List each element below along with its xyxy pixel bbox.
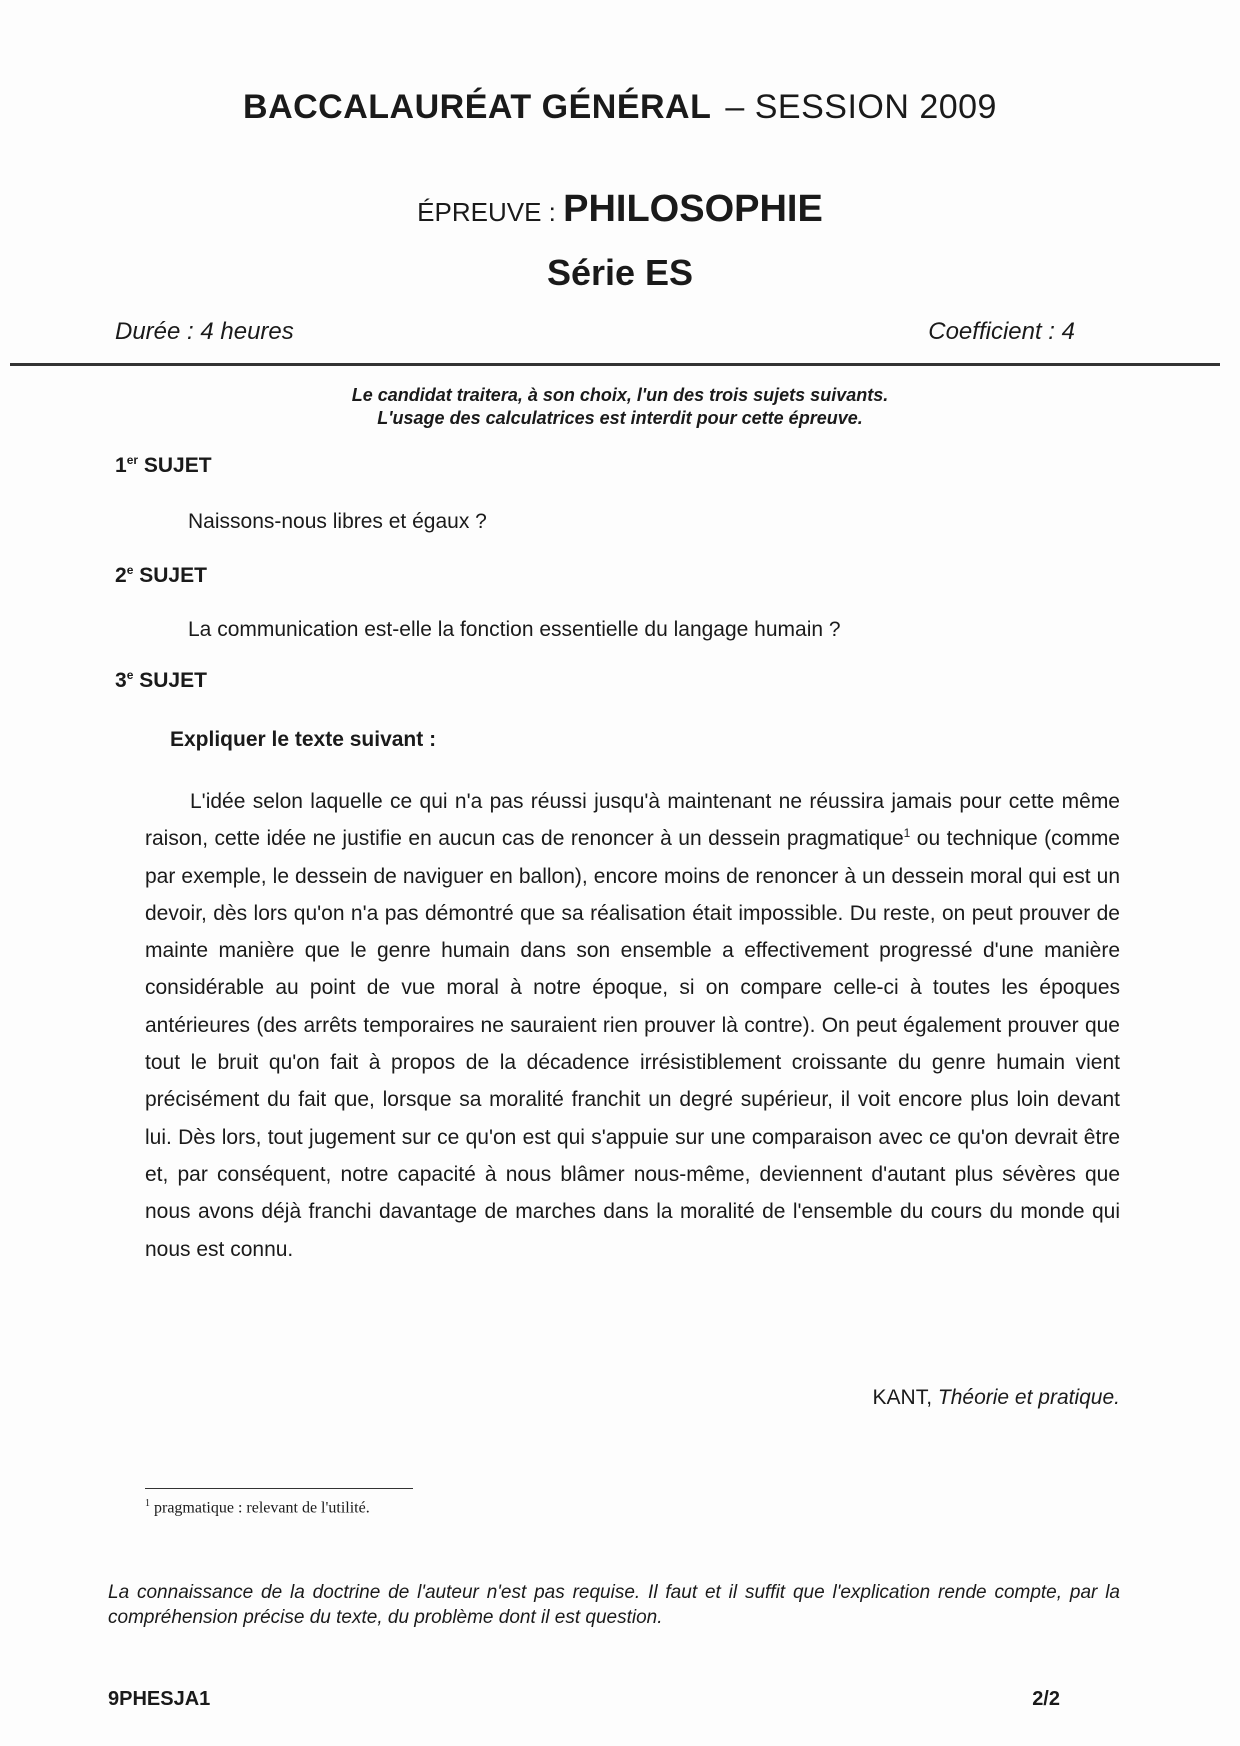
subject-name: PHILOSOPHIE	[563, 188, 823, 230]
passage-footnote-mark: 1	[903, 826, 911, 841]
exam-title-text: BACCALAURÉAT GÉNÉRAL	[243, 88, 712, 126]
citation	[873, 1386, 1120, 1410]
exam-note: La connaissance de la doctrine de l'auteur n'est pas requise. Il faut et il suffit que l'explication rende compte, par la compréhension précise du texte, du problème dont il est question.	[108, 1582, 1120, 1628]
citation-work: Théorie et pratique.	[937, 1386, 1120, 1409]
instruction-line-2: L'usage des calculatrices est interdit pour cette épreuve.	[377, 408, 863, 428]
sujet-2-question: La communication est-elle la fonction essentielle du langage humain ?	[188, 618, 841, 641]
sujet-3-label	[115, 668, 207, 693]
instructions	[0, 384, 1240, 430]
sujet-3-ordinal: e	[126, 668, 134, 682]
sujet-1-label	[115, 453, 212, 478]
sujet-2-number: 2	[115, 564, 127, 587]
footnote-mark: 1	[145, 1498, 150, 1509]
sujet-2-label	[115, 563, 207, 588]
sujet-1-ordinal: er	[126, 453, 139, 467]
epreuve-label: ÉPREUVE :	[417, 197, 556, 227]
coefficient-label: Coefficient : 4	[928, 318, 1075, 345]
sujet-2-word: SUJET	[139, 564, 207, 587]
exam-code: 9PHESJA1	[108, 1688, 211, 1710]
passage-part-2: ou technique (comme par exemple, le dessein de naviguer en ballon), encore moins de renoncer à un dessein moral qui est un devoir, dès lors qu'on n'a pas démontré que sa réalisation était impossible. Du reste, on peut prouver de mainte manière que le genre humain dans son ensemble a effectivement progressé d'une manière considérable au point de vue moral à notre époque, si on compare celle-ci à toutes les époques antérieures (des arrêts temporaires ne sauraient rien prouver là contre). On peut également prouver que tout le bruit qu'on fait à propos de la décadence irrésistiblement croissante du genre humain vient précisément du fait que, lorsque sa moralité franchit un degré supérieur, il voit encore plus loin devant lui. Dès lors, tout jugement sur ce qu'on est qui s'appuie sur une comparaison avec ce qu'on devrait être et, par conséquent, notre capacité à nous blâmer nous-même, deviennent d'autant plus sévères que nous avons déjà franchi davantage de marches dans la moralité de l'ensemble du cours du monde qui nous est connu.	[145, 827, 1120, 1261]
footnote-divider	[145, 1488, 413, 1489]
sujet-1-word: SUJET	[143, 454, 212, 477]
citation-author: KANT,	[872, 1386, 933, 1409]
sujet-2-ordinal: e	[126, 563, 134, 577]
instruction-line-1: Le candidat traitera, à son choix, l'un des trois sujets suivants.	[351, 385, 889, 405]
sujet-3-word: SUJET	[139, 669, 207, 692]
sujet-1-question: Naissons-nous libres et égaux ?	[188, 510, 487, 533]
explication-heading: Expliquer le texte suivant :	[170, 728, 437, 751]
passage-part-1: L'idée selon laquelle ce qui n'a pas réussi jusqu'à maintenant ne réussira jamais pour cette même raison, cette idée ne justifie en aucun cas de renoncer à un dessein pragmatique	[145, 790, 1120, 851]
header-divider	[10, 363, 1220, 366]
footnote	[145, 1498, 370, 1517]
serie-label: Série ES	[546, 252, 694, 293]
sujet-1-number: 1	[115, 454, 127, 477]
kant-passage	[145, 783, 1120, 1268]
duree-label: Durée : 4 heures	[115, 318, 294, 345]
exam-title	[0, 88, 1240, 127]
page-number: 2/2	[1032, 1688, 1060, 1710]
epreuve-heading	[0, 188, 1240, 231]
footnote-text: pragmatique : relevant de l'utilité.	[154, 1499, 370, 1517]
sujet-3-number: 3	[115, 669, 127, 692]
session-label: – SESSION 2009	[725, 88, 997, 126]
